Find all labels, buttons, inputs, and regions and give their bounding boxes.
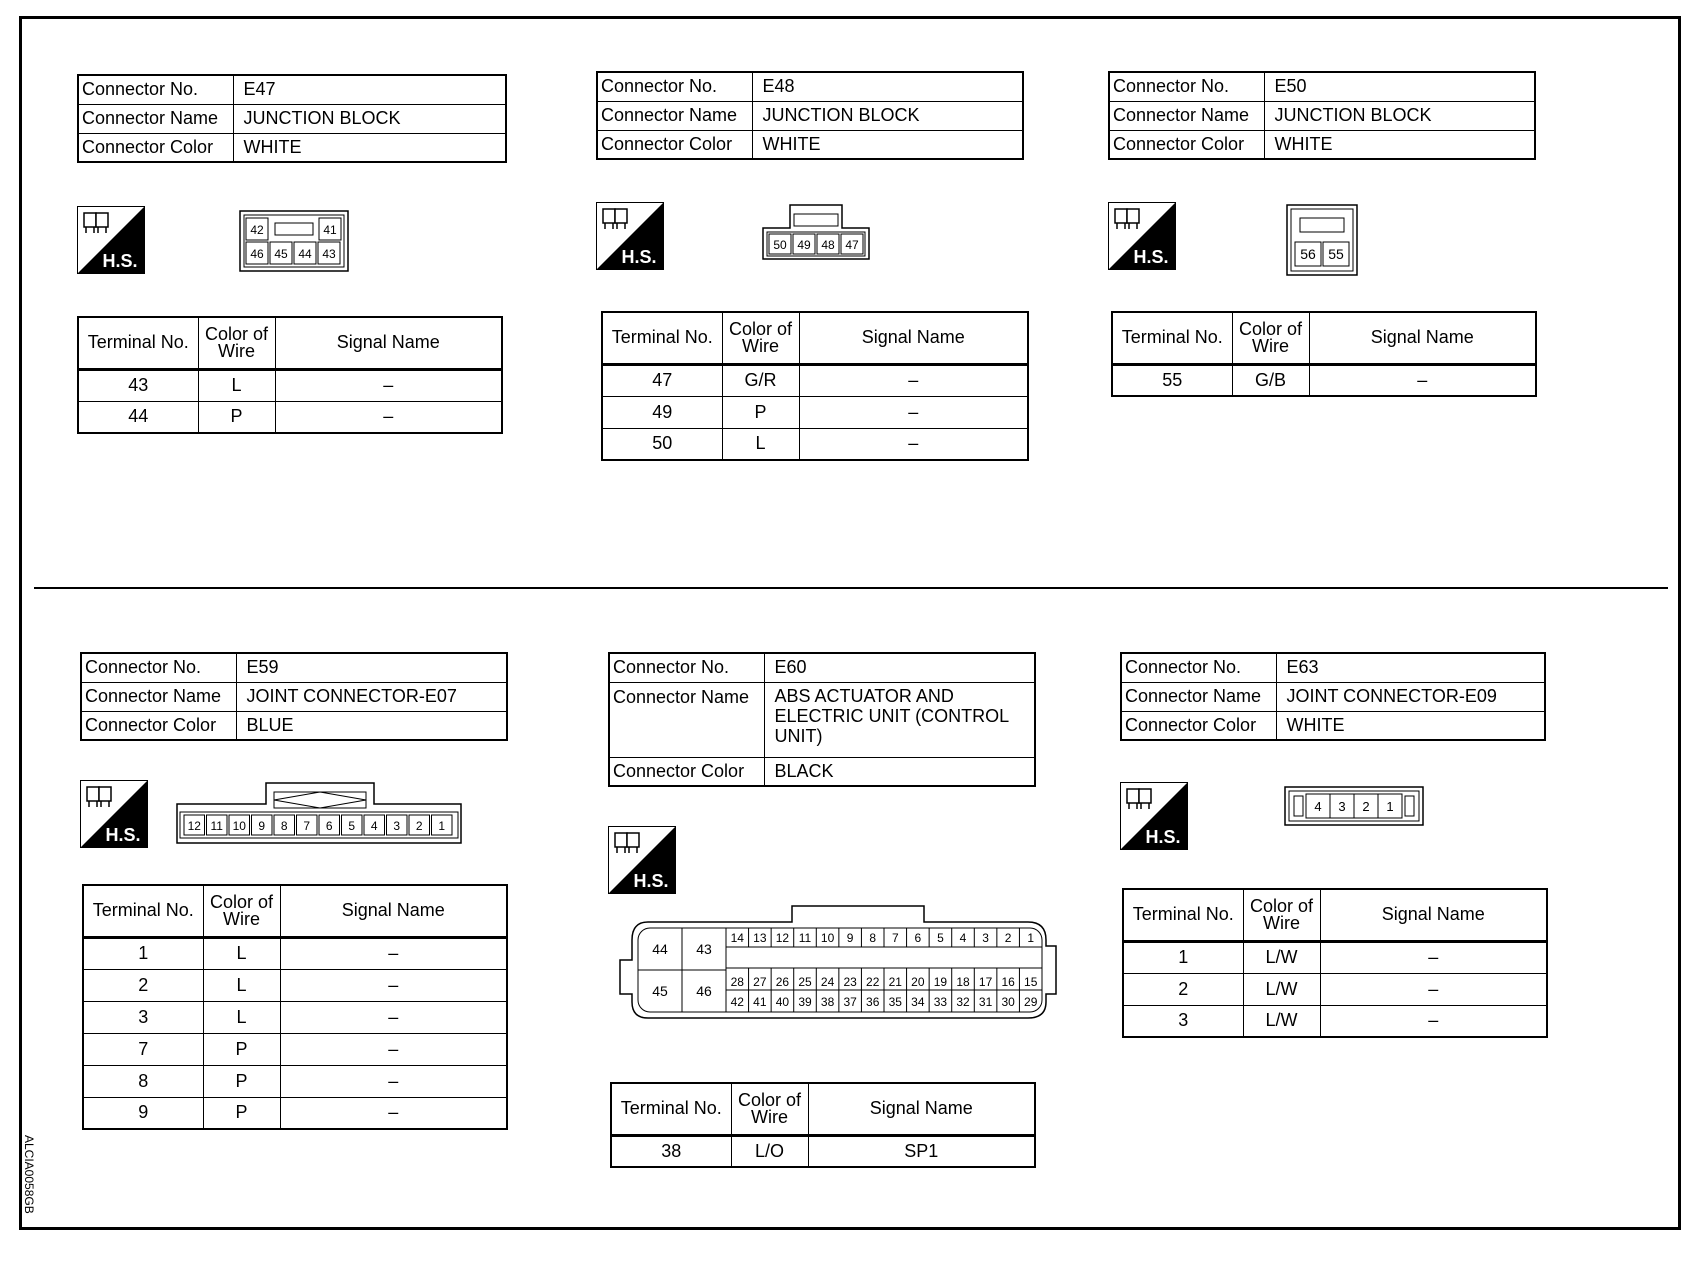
pin-label: 3 <box>393 819 401 833</box>
pin-label: 10 <box>232 819 246 833</box>
pin-label: 34 <box>911 995 925 1009</box>
connector-name-value: JUNCTION BLOCK <box>1264 101 1535 130</box>
pin-label: 9 <box>846 931 854 945</box>
table-row: 2 L – <box>83 969 507 1001</box>
table-row: 9 P – <box>83 1097 507 1129</box>
connector-no-value: E47 <box>233 75 506 104</box>
table-row: 38 L/O SP1 <box>611 1135 1035 1167</box>
connector-face-e59 <box>176 782 462 844</box>
table-row: 49 P – <box>602 396 1028 428</box>
connector-no-value: E50 <box>1264 72 1535 101</box>
harness-side-icon <box>80 780 148 848</box>
connector-no-value: E60 <box>764 653 1035 682</box>
pin-label: 28 <box>730 975 744 989</box>
connector-color-label: Connector Color <box>78 133 233 162</box>
connector-info-table <box>80 652 508 741</box>
pin-label: 31 <box>978 995 993 1009</box>
pin-label: 19 <box>933 975 948 989</box>
pin-label: 12 <box>187 819 201 833</box>
pin-label: 24 <box>820 975 835 989</box>
connector-color-label: Connector Color <box>81 711 236 740</box>
connector-color-value: BLUE <box>236 711 507 740</box>
table-row: 44 P – <box>78 401 502 433</box>
pin-label: 10 <box>820 931 835 945</box>
pin-label: 16 <box>1001 975 1015 989</box>
pin-label: 1 <box>1027 931 1035 945</box>
table-row: 1 L/W – <box>1123 941 1547 973</box>
terminal-table <box>601 311 1029 461</box>
svg-text:H.S.: H.S. <box>102 251 138 271</box>
connector-face-e48 <box>762 204 870 260</box>
connector-face-e60 <box>616 902 1064 1026</box>
connector-color-value: BLACK <box>764 757 1035 786</box>
connector-color-label: Connector Color <box>1121 711 1276 740</box>
svg-text:44: 44 <box>652 941 668 957</box>
terminal-table <box>77 316 503 434</box>
connector-no-value: E59 <box>236 653 507 682</box>
connector-name-label: Connector Name <box>81 682 236 711</box>
pin-label: 18 <box>956 975 970 989</box>
pin-label: 33 <box>933 995 948 1009</box>
connector-color-value: WHITE <box>233 133 506 162</box>
svg-text:H.S.: H.S. <box>621 247 657 267</box>
connector-info-table <box>1120 652 1546 741</box>
pin-label: 3 <box>982 931 989 945</box>
svg-text:45: 45 <box>652 983 668 999</box>
signal-name-header: Signal Name <box>1309 312 1536 364</box>
harness-side-icon <box>596 202 664 270</box>
connector-face-e63 <box>1284 786 1424 826</box>
svg-text:46: 46 <box>250 247 264 261</box>
terminal-table <box>1122 888 1548 1038</box>
pin-label: 6 <box>325 819 333 833</box>
pin-label: 7 <box>303 819 311 833</box>
pin-label: 2 <box>415 819 423 833</box>
svg-text:3: 3 <box>1338 799 1346 814</box>
figure-code: ALCIA0058GB <box>22 1135 36 1214</box>
table-row: 47 G/R – <box>602 364 1028 396</box>
pin-label: 11 <box>210 819 223 833</box>
signal-name-header: Signal Name <box>280 885 507 937</box>
connector-name-label: Connector Name <box>609 682 764 757</box>
svg-text:48: 48 <box>821 238 835 252</box>
connector-face-e50 <box>1286 204 1358 276</box>
pin-label: 8 <box>280 819 288 833</box>
signal-name-header: Signal Name <box>799 312 1028 364</box>
svg-text:42: 42 <box>250 223 264 237</box>
wire-color-header: Color of Wire <box>203 885 280 937</box>
svg-text:43: 43 <box>696 941 712 957</box>
pin-label: 7 <box>891 931 899 945</box>
connector-color-label: Connector Color <box>597 130 752 159</box>
connector-name-value: JUNCTION BLOCK <box>233 104 506 133</box>
pin-label: 38 <box>820 995 835 1009</box>
connector-info-table <box>1108 71 1536 160</box>
pin-label: 36 <box>866 995 880 1009</box>
section-divider <box>34 587 1668 589</box>
svg-text:4: 4 <box>1314 799 1322 814</box>
pin-label: 30 <box>1001 995 1015 1009</box>
pin-label: 37 <box>843 995 857 1009</box>
wire-color-header: Color of Wire <box>731 1083 808 1135</box>
connector-no-label: Connector No. <box>609 653 764 682</box>
pin-label: 20 <box>911 975 925 989</box>
connector-color-value: WHITE <box>1276 711 1545 740</box>
table-row: 50 L – <box>602 428 1028 460</box>
pin-label: 2 <box>1004 931 1012 945</box>
connector-name-label: Connector Name <box>1109 101 1264 130</box>
signal-name-header: Signal Name <box>275 317 502 369</box>
pin-label: 12 <box>775 931 790 945</box>
pin-label: 29 <box>1024 995 1038 1009</box>
svg-text:47: 47 <box>845 238 859 252</box>
pin-label: 42 <box>730 995 744 1009</box>
pin-label: 17 <box>978 975 993 989</box>
pin-label: 9 <box>258 819 266 833</box>
table-row: 43 L – <box>78 369 502 401</box>
pin-label: 15 <box>1024 975 1038 989</box>
connector-info-table <box>77 74 507 163</box>
pin-label: 6 <box>914 931 922 945</box>
connector-no-label: Connector No. <box>78 75 233 104</box>
wire-color-header: Color of Wire <box>198 317 275 369</box>
terminal-table <box>610 1082 1036 1168</box>
connector-info-table <box>596 71 1024 160</box>
connector-face-e47 <box>239 210 349 272</box>
harness-side-icon <box>1108 202 1176 270</box>
pin-label: 23 <box>843 975 857 989</box>
wire-color-header: Color of Wire <box>1232 312 1309 364</box>
table-row: 2 L/W – <box>1123 973 1547 1005</box>
svg-text:H.S.: H.S. <box>1145 827 1181 847</box>
connector-no-label: Connector No. <box>1109 72 1264 101</box>
pin-label: 21 <box>888 975 902 989</box>
pin-label: 8 <box>869 931 877 945</box>
svg-text:50: 50 <box>773 238 787 252</box>
wire-color-header: Color of Wire <box>1243 889 1320 941</box>
terminal-no-header: Terminal No. <box>602 312 722 364</box>
table-row: 3 L/W – <box>1123 1005 1547 1037</box>
pin-label: 26 <box>775 975 790 989</box>
signal-name-header: Signal Name <box>1320 889 1547 941</box>
terminal-no-header: Terminal No. <box>1112 312 1232 364</box>
svg-text:46: 46 <box>696 983 712 999</box>
signal-name-header: Signal Name <box>808 1083 1035 1135</box>
terminal-no-header: Terminal No. <box>1123 889 1243 941</box>
pin-label: 4 <box>370 819 378 833</box>
pin-label: 22 <box>866 975 880 989</box>
connector-name-value: JOINT CONNECTOR-E07 <box>236 682 507 711</box>
connector-name-value: JUNCTION BLOCK <box>752 101 1023 130</box>
pin-label: 32 <box>956 995 970 1009</box>
svg-text:2: 2 <box>1362 799 1370 814</box>
table-row: 55 G/B – <box>1112 364 1536 396</box>
harness-side-icon <box>608 826 676 894</box>
connector-name-label: Connector Name <box>597 101 752 130</box>
connector-name-label: Connector Name <box>1121 682 1276 711</box>
pin-label: 27 <box>753 975 767 989</box>
pin-label: 14 <box>730 931 744 945</box>
terminal-table <box>82 884 508 1130</box>
pin-label: 25 <box>798 975 812 989</box>
pin-label: 5 <box>937 931 944 945</box>
pin-label: 40 <box>775 995 790 1009</box>
terminal-no-header: Terminal No. <box>83 885 203 937</box>
svg-text:45: 45 <box>274 247 288 261</box>
pin-label: 39 <box>798 995 812 1009</box>
pin-label: 5 <box>348 819 356 833</box>
connector-no-label: Connector No. <box>1121 653 1276 682</box>
connector-no-label: Connector No. <box>597 72 752 101</box>
connector-color-value: WHITE <box>1264 130 1535 159</box>
terminal-table <box>1111 311 1537 397</box>
svg-text:49: 49 <box>797 238 811 252</box>
connector-no-value: E63 <box>1276 653 1545 682</box>
pin-label: 11 <box>798 931 812 945</box>
connector-no-value: E48 <box>752 72 1023 101</box>
harness-side-icon <box>77 206 145 274</box>
pin-label: 1 <box>438 819 446 833</box>
pin-label: 41 <box>753 995 767 1009</box>
connector-no-label: Connector No. <box>81 653 236 682</box>
connector-name-value: ABS ACTUATOR AND ELECTRIC UNIT (CONTROL UNIT) <box>764 682 1035 757</box>
svg-text:43: 43 <box>322 247 336 261</box>
svg-text:55: 55 <box>1328 246 1344 262</box>
pin-label: 4 <box>959 931 967 945</box>
connector-color-value: WHITE <box>752 130 1023 159</box>
svg-text:44: 44 <box>298 247 312 261</box>
wire-color-header: Color of Wire <box>722 312 799 364</box>
svg-text:H.S.: H.S. <box>633 871 669 891</box>
pin-label: 13 <box>753 931 767 945</box>
terminal-no-header: Terminal No. <box>78 317 198 369</box>
harness-side-icon <box>1120 782 1188 850</box>
svg-text:H.S.: H.S. <box>1133 247 1169 267</box>
table-row: 1 L – <box>83 937 507 969</box>
connector-info-table <box>608 652 1036 787</box>
table-row: 3 L – <box>83 1001 507 1033</box>
pin-label: 35 <box>888 995 902 1009</box>
connector-name-label: Connector Name <box>78 104 233 133</box>
connector-color-label: Connector Color <box>1109 130 1264 159</box>
svg-text:1: 1 <box>1386 799 1394 814</box>
terminal-no-header: Terminal No. <box>611 1083 731 1135</box>
table-row: 7 P – <box>83 1033 507 1065</box>
connector-color-label: Connector Color <box>609 757 764 786</box>
svg-text:56: 56 <box>1300 246 1316 262</box>
table-row: 8 P – <box>83 1065 507 1097</box>
connector-name-value: JOINT CONNECTOR-E09 <box>1276 682 1545 711</box>
svg-text:H.S.: H.S. <box>105 825 141 845</box>
svg-text:41: 41 <box>323 223 337 237</box>
